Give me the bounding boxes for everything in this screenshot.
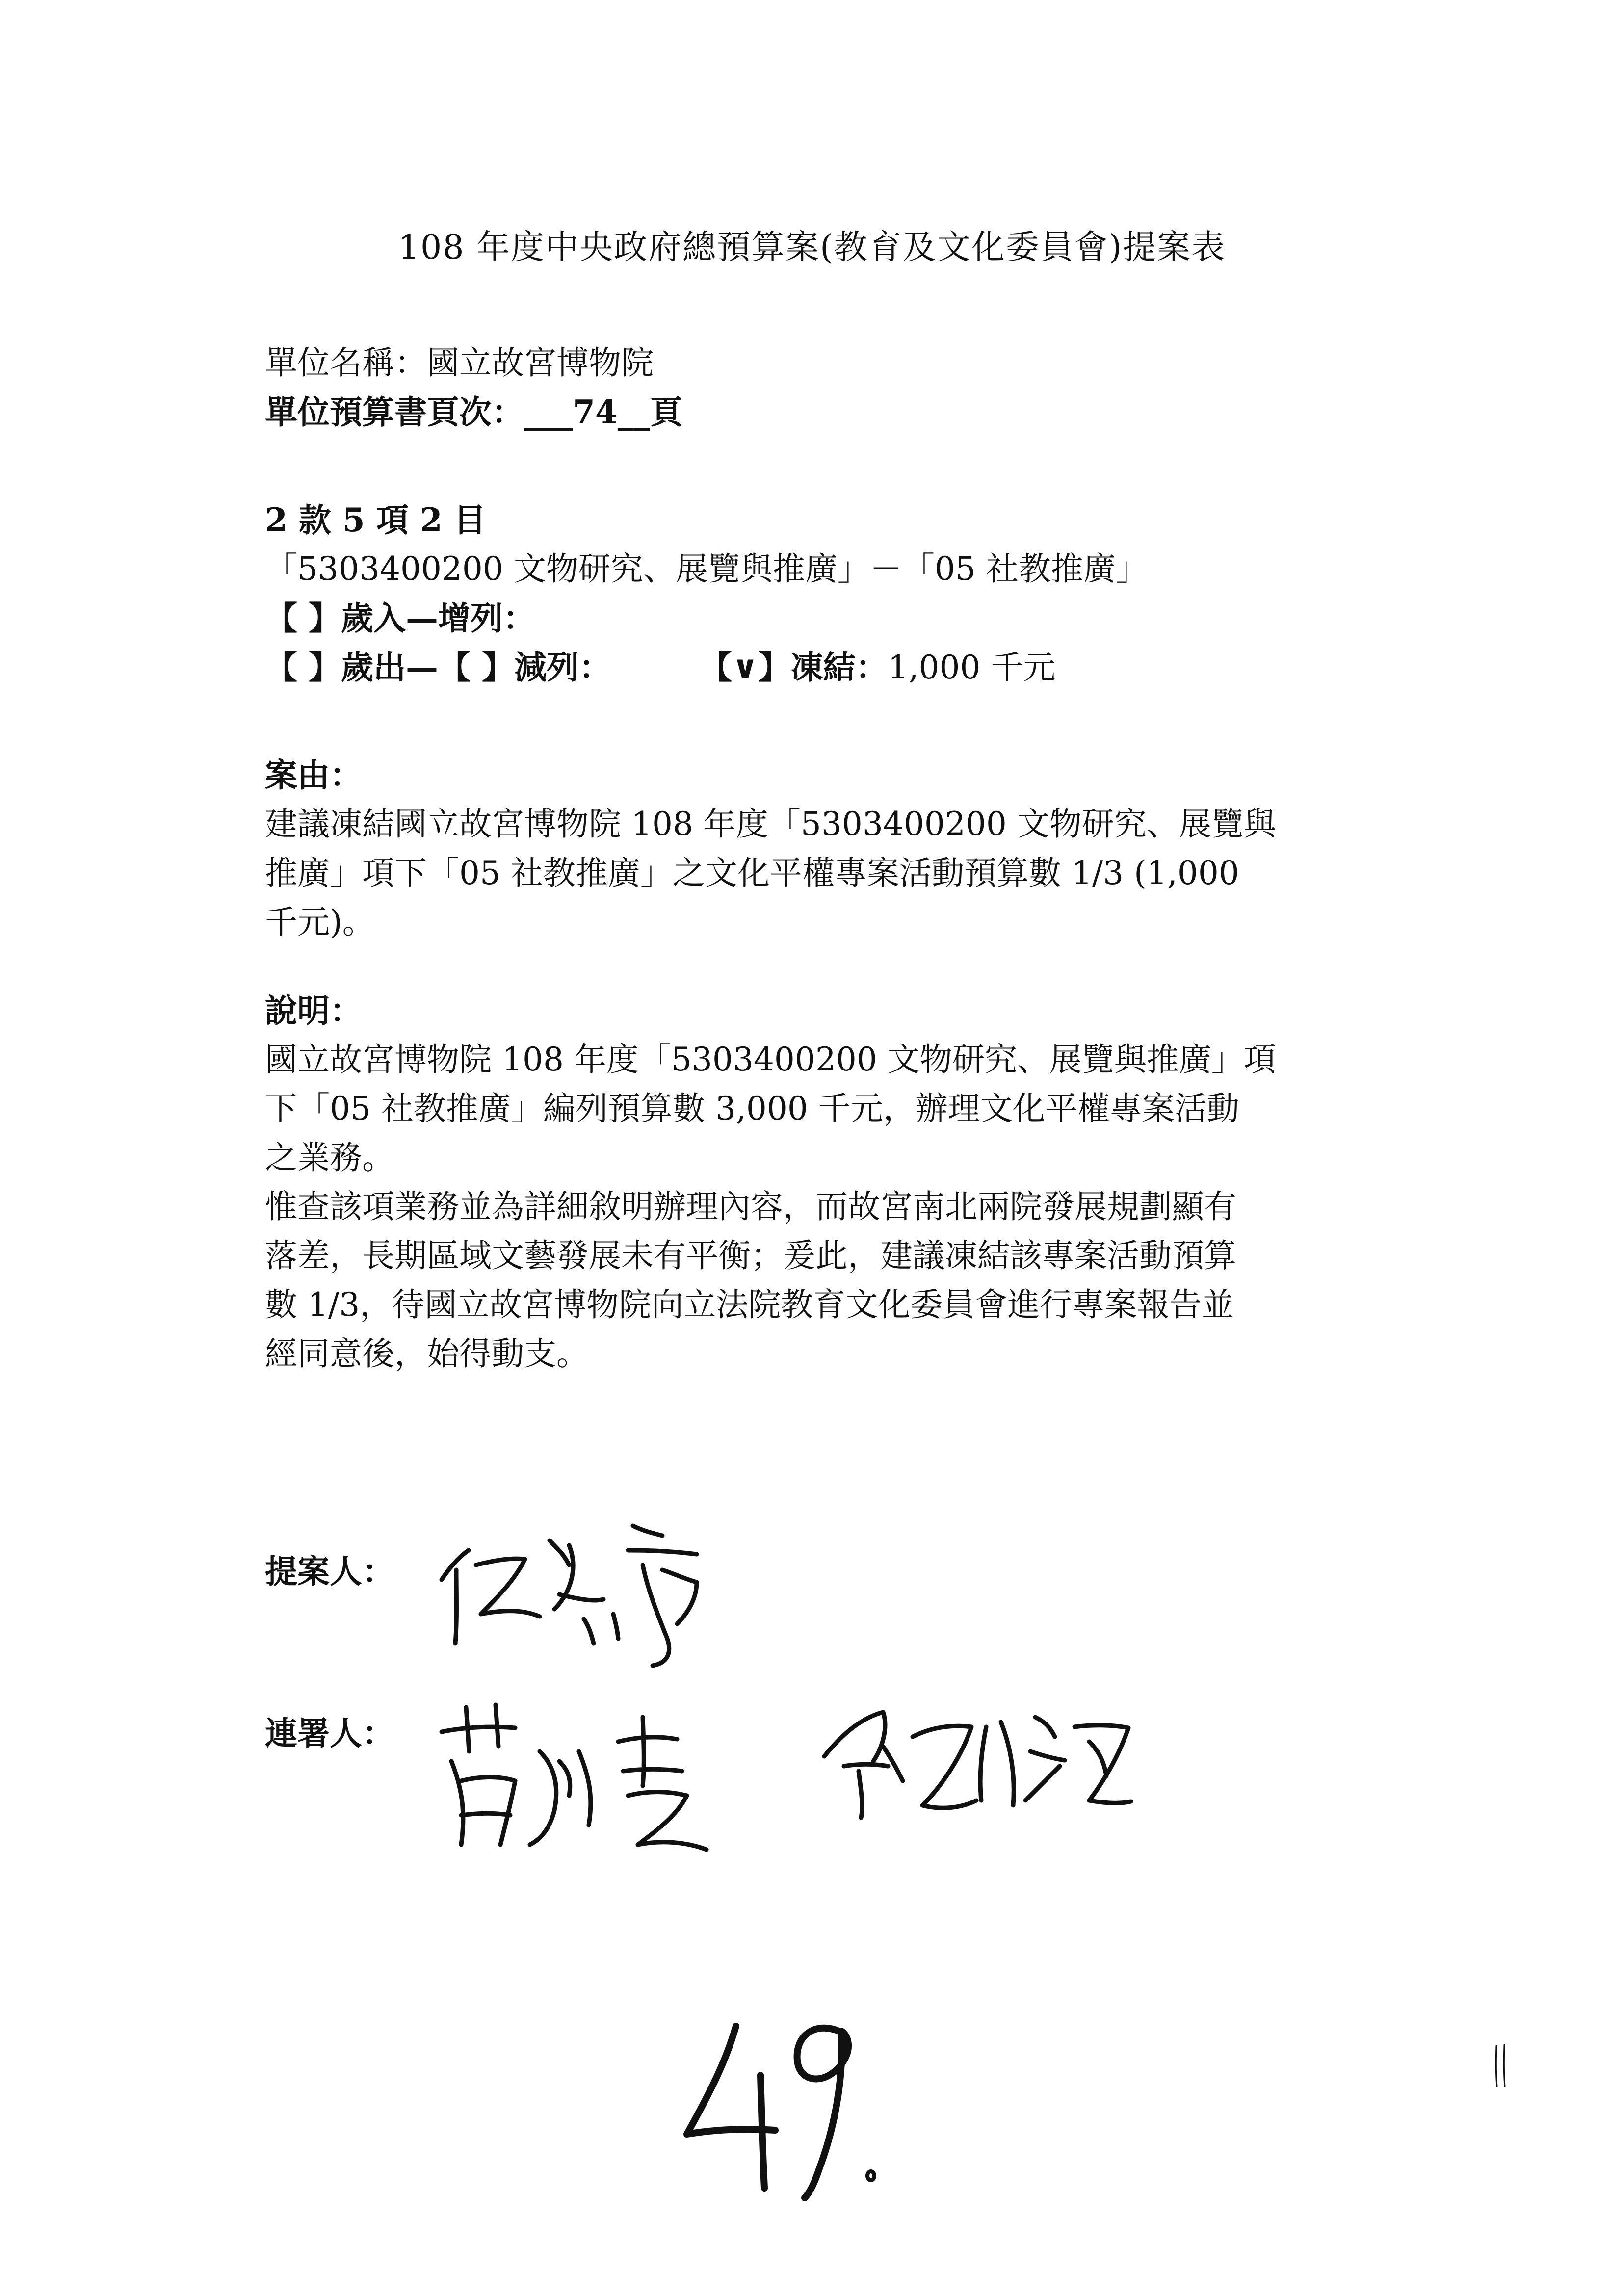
explanation-section: [265, 986, 1408, 1379]
unit-name-label: 單位名稱：: [265, 344, 427, 382]
expense-row: [265, 643, 1408, 692]
budget-page-number: 74: [573, 393, 618, 431]
document-title: 108 年度中央政府總預算案(教育及文化委員會)提案表: [398, 228, 1226, 267]
freeze-amount: 1,000 千元: [888, 649, 1056, 686]
explanation-line: 國立故宮博物院 108 年度「5303400200 文物研究、展覽與推廣」項: [265, 1041, 1276, 1078]
explanation-heading: 說明：: [265, 991, 362, 1030]
explanation-line: 數 1/3，待國立故宮博物院向立法院教育文化委員會進行專案報告並: [265, 1286, 1234, 1324]
explanation-line: 惟查該項業務並為詳細敘明辦理內容，而故宮南北兩院發展規劃顯有: [265, 1188, 1236, 1226]
page-number-mark: [677, 2002, 883, 2208]
budget-item-section: [265, 496, 1408, 692]
reason-line: 千元)。: [265, 903, 375, 941]
budget-page-row: [265, 388, 1408, 437]
reason-heading: 案由：: [265, 756, 362, 794]
explanation-line: 下「05 社教推廣」編列預算數 3,000 千元，辦理文化平權專案活動: [265, 1090, 1239, 1127]
income-row: 【 】歲入—增列：: [265, 599, 535, 637]
program-name: 「5303400200 文物研究、展覽與推廣」－「05 社教推廣」: [265, 550, 1148, 588]
proposer-label: 提案人：: [265, 1552, 394, 1591]
budget-page-prefix: ___: [524, 393, 573, 431]
cosigner-signature-2: [814, 1697, 1138, 1825]
explanation-line: 之業務。: [265, 1139, 394, 1176]
reason-line: 推廣」項下「05 社教推廣」之文化平權專案活動預算數 1/3 (1,000: [265, 854, 1239, 892]
reason-section: [265, 751, 1408, 947]
margin-mark: [1492, 2041, 1511, 2090]
unit-name-row: [265, 339, 1408, 388]
unit-name-value: 國立故宮博物院: [427, 344, 654, 382]
reason-line: 建議凍結國立故宮博物院 108 年度「5303400200 文物研究、展覽與: [265, 805, 1276, 843]
budget-page-label: 單位預算書頁次：: [265, 393, 524, 431]
item-code: 2 款 5 項 2 目: [265, 501, 486, 539]
budget-page-suffix: __頁: [617, 393, 682, 431]
freeze-label: 【∨】凍結：: [699, 648, 888, 686]
proposer-signature: [422, 1496, 726, 1673]
expense-label: 【 】歲出—【 】減列：: [265, 648, 611, 686]
explanation-line: 落差，長期區域文藝發展未有平衡；爰此，建議凍結該專案活動預算: [265, 1237, 1236, 1275]
cosigners-label: 連署人：: [265, 1714, 394, 1752]
unit-section: [265, 339, 1408, 437]
explanation-line: 經同意後，始得動支。: [265, 1335, 589, 1373]
cosigner-signature-1: [432, 1697, 765, 1859]
